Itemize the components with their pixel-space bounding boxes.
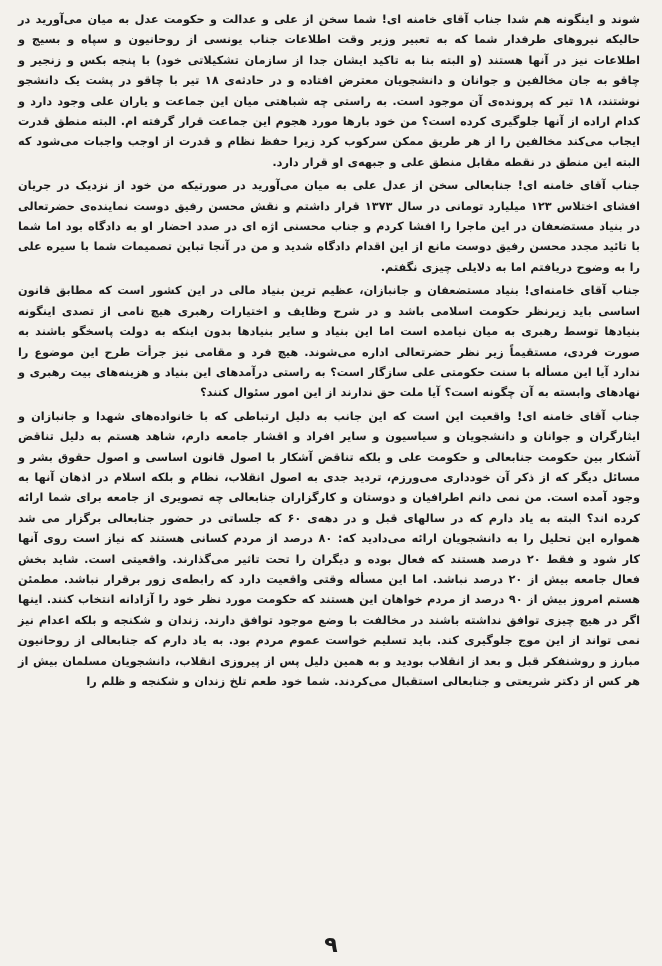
paragraph-4-text: واقعیت این است که این جانب به دلیل ارتباطی که با خانواده‌های شهدا و جانبازان و ایثارگران و جوانان و دانشجویان و سیاسیون و سایر افراد و اقشار جامعه دارم، شاهد هستم به دلیل تناقض آشکار بین حکومت جنابعالی و حکومت علی و بلکه تناقض آشکار با اصول قانون اساسی و اصول حقوق بشر و مسائل دیگر که از ذکر آن خودداری می‌ورزم، تردید جدی به اصول انقلاب، نظام و بلکه اسلام در اذهان آنها به وجود آمده است. من نمی دانم اطرافیان و دوستان و کارگزاران جنابعالی چه تصویری از جامعه برای شما ارائه کرده اند؟ البته به یاد دارم که در سالهای قبل و در دهه‌ی ۶۰ که جلساتی در حضور جنابعالی برگزار می شد همواره این تحلیل را به دانشجویان ارائه می‌دادید که: ۸۰ درصد از مردم کسانی هستند که نیاز است روی آنها کار شود و فقط ۲۰ درصد هستند که فعال بوده و دیگران را تحت تاثیر می‌گذارند. واقعیتی است. شاید بخش فعال جامعه بیش از ۲۰ درصد نباشد. اما این مسأله وقتی واقعیت دارد که رابطه‌ی زور برقرار نباشد. مطمئن هستم امروز بیش از ۹۰ درصد از مردم خواهان این هستند که حکومت مورد نظر خود را آزادانه انتخاب کنند. اینها اگر در هیچ چیزی توافق نداشته باشند در مخالفت با وضع موجود توافق دارند. زندان و شکنجه و بلکه اعدام نیز نمی تواند از این موج جلوگیری کند. باید تسلیم خواست عموم مردم بود. به یاد دارم که جنابعالی از روحانیون مبارز و روشنفکر قبل و بعد از انقلاب بودید و به همین دلیل پس از پیروزی انقلاب، دانشجویان مسلمان بیش از هر کس از دکتر شریعتی و جنابعالی استقبال می‌کردند. شما خود طعم تلخ زندان و شکنجه و ظلم را xyxy=(18,409,640,688)
paragraph-3-lead: جناب آقای خامنه‌ای! xyxy=(524,284,640,298)
paragraph-4 xyxy=(18,407,640,693)
paragraph-2-lead: جناب آقای خامنه ای! xyxy=(517,179,640,193)
page-number: ۹ xyxy=(324,933,338,958)
paragraph-3 xyxy=(18,281,640,403)
paragraph-1 xyxy=(18,10,640,173)
paragraph-3-text: بنیاد مستضعفان و جانبازان، عظیم ترین بنیاد مالی در این کشور است که مطابق قانون اساسی باید زیرنظر حکومت اسلامی باشد و در شرح وظایف و اختیارات رهبری هیچ نامی از تصدی اینگونه بنیادها توسط رهبری به میان نیامده است اما این بنیاد و سایر بنیادها بدون اینکه به دولت پاسخگو باشند به صورت فردی، مستقیماً زیر نظر حضرتعالی اداره می‌شوند. هیچ فرد و مقامی نیز جرأت طرح این موضوع را ندارد آیا این مسأله با سنت حکومتی علی سازگار است؟ به راستی درآمدهای این بنیاد و هزینه‌های بیت رهبری و نهادهای وابسته به آن چگونه است؟ آیا ملت حق ندارند از این امور سئوال کنند؟ xyxy=(18,284,640,400)
paragraph-2 xyxy=(18,176,640,278)
paragraph-1-text: شوند و اینگونه هم شدا جناب آقای خامنه ای! شما سخن از علی و عدالت و حکومت عدل به میان می‌آورید در حالیکه نیروهای طرفدار شما که به تعبیر وزیر وقت اطلاعات جناب یونسی از روحانیون و سپاه و بسیج و اطلاعات نیز در آنها هستند (و البته بنا به تاکید ایشان جدا از سازمان تشکیلاتی خود) با پنجه بکس و زنجیر و چاقو به جان مخالفین و جوانان و دانشجویان معترض افتاده و در حادثه‌ی ۱۸ تیر با چاقو در پشت یک دانشجو نوشتند، ۱۸ تیر که پرونده‌ی آن موجود است. به راستی چه شباهتی میان این جماعت و یاران علی وجود دارد و کدام اراده از آنها جلوگیری کرده است؟ من خود بارها مورد هجوم این جماعت قرار گرفته ام. البته منطق قدرت ایجاب می‌کند مخالفین را از هر طریق ممکن سرکوب کرد زیرا حفظ نظام و قدرت از اوجب واجبات می‌شود که البته این منطق در نقطه مقابل منطق علی و جبهه‌ی او قرار دارد. xyxy=(18,13,640,169)
paragraph-4-lead: جناب آقای خامنه ای! xyxy=(517,409,640,423)
paragraph-2-text: جنابعالی سخن از عدل علی به میان می‌آورید در صورتیکه من خود از نزدیک در جریان افشای اختلاس ۱۲۳ میلیارد تومانی در سال ۱۳۷۳ قرار داشتم و نقش محسن رفیق دوست نماینده‌ی حضرتعالی در بنیاد مستضعفان در این ماجرا را افشا کردم و جناب محسنی اژه ای در صدد احضار او به دادگاه بود اما شما با تائید مجدد محسن رفیق دوست مانع از این اقدام دادگاه شدید و من در آنجا تباین تصمیمات شما با سیره علی را به وضوح دریافتم اما به دلایلی چیزی نگفتم. xyxy=(18,179,640,274)
